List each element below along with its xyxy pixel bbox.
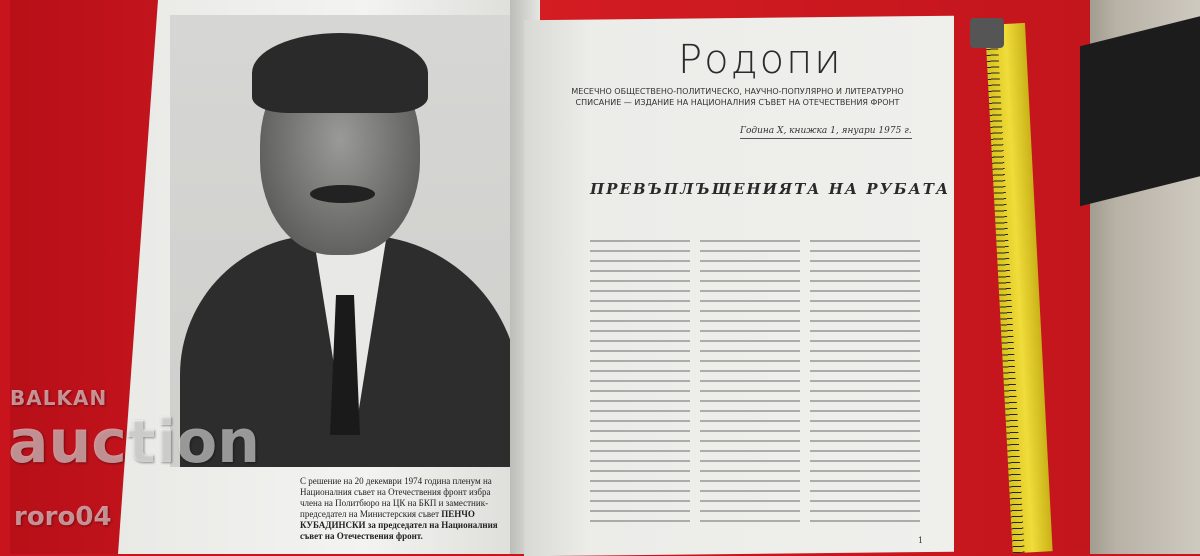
- article-title: ПРЕВЪПЛЪЩЕНИЯТА НА РУБАТА: [590, 180, 951, 198]
- issue-line: Година X, книжка 1, януари 1975 г.: [740, 126, 912, 139]
- photo-caption: [300, 476, 505, 542]
- text-column-2: [700, 240, 800, 530]
- tape-clip: [970, 18, 1004, 48]
- caption-name: ПЕНЧО КУБАДИНСКИ: [300, 509, 475, 530]
- caption-tail: за председател на Националния съвет на Отечествения фронт.: [300, 520, 498, 541]
- moustache: [310, 185, 375, 203]
- portrait-photo: [170, 15, 510, 467]
- magazine-logo: Родопи: [678, 37, 843, 83]
- caption-text: С решение на 20 декември 1974 година пленум на Националния съвет на Отечествения фронт избра члена на Политбюро на ЦК на БКП и заместник-председател на Министерския съвет: [300, 476, 492, 519]
- black-object: [1080, 14, 1200, 206]
- page-number: 1: [918, 536, 924, 545]
- hair: [252, 33, 428, 113]
- watermark-auction: auction: [8, 407, 260, 477]
- text-column-3: [810, 240, 920, 530]
- magazine-subtitle: МЕСЕЧНО ОБЩЕСТВЕНО-ПОЛИТИЧЕСКО, НАУЧНО-ПОПУЛЯРНО И ЛИТЕРАТУРНО СПИСАНИЕ — ИЗДАНИЕ НА НАЦИОНАЛНИЯ СЪВЕТ НА ОТЕЧЕСТВЕНИЯ ФРОНТ: [571, 87, 904, 107]
- watermark-balkan: BALKAN: [10, 386, 108, 410]
- watermark-user: roro04: [14, 502, 112, 532]
- text-column-1: [590, 240, 690, 530]
